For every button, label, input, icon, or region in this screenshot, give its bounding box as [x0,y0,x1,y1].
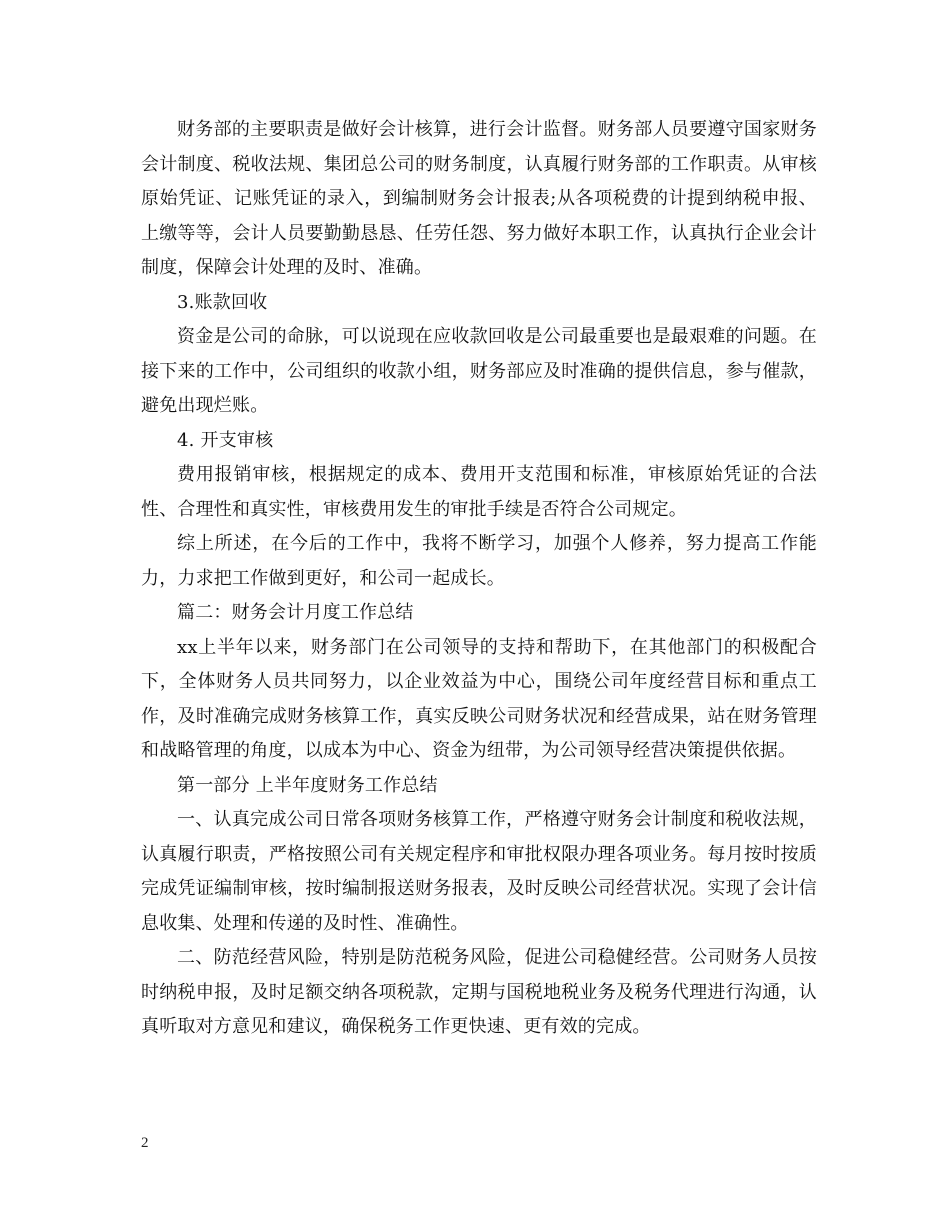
paragraph-half-year-intro: xx上半年以来，财务部门在公司领导的支持和帮助下，在其他部门的积极配合下，全体财务人员共同努力，以企业效益为中心，围绕公司年度经营目标和重点工作，及时准确完成财务核算工作，真实反映公司财务状况和经营成果，站在财务管理和战略管理的角度，以成本为中心、资金为纽带，为公司领导经营决策提供依据。 [141,636,817,761]
paragraph-accounting-duties: 财务部的主要职责是做好会计核算，进行会计监督。财务部人员要遵守国家财务会计制度、税收法规、集团总公司的财务制度，认真履行财务部的工作职责。从审核原始凭证、记账凭证的录入，到编制财务会计报表;从各项税费的计提到纳税申报、上缴等等，会计人员要勤勤恳恳、任劳任怨、努力做好本职工作，认真执行企业会计制度，保障会计处理的及时、准确。 [141,119,817,278]
heading-receivables: 3.账款回收 [177,291,268,313]
heading-expense-audit: 4. 开支审核 [177,429,274,451]
paragraph-expense-audit: 费用报销审核，根据规定的成本、费用开支范围和标准，审核原始凭证的合法性、合理性和真实性，审核费用发生的审批手续是否符合公司规定。 [141,464,817,520]
paragraph-summary: 综上所述，在今后的工作中，我将不断学习，加强个人修养，努力提高工作能力，力求把工作做到更好，和公司一起成长。 [141,533,817,589]
heading-section-one: 第一部分 上半年度财务工作总结 [177,774,438,796]
page-number: 2 [141,1135,149,1151]
document-body [141,113,817,1045]
paragraph-item-two: 二、防范经营风险，特别是防范税务风险，促进公司稳健经营。公司财务人员按时纳税申报，及时足额交纳各项税款，定期与国税地税业务及税务代理进行沟通，认真听取对方意见和建议，确保税务工作更快速、更有效的完成。 [141,947,817,1037]
paragraph-item-one: 一、认真完成公司日常各项财务核算工作，严格遵守财务会计制度和税收法规，认真履行职责，严格按照公司有关规定程序和审批权限办理各项业务。每月按时按质完成凭证编制审核，按时编制报送财务报表，及时反映公司经营状况。实现了会计信息收集、处理和传递的及时性、准确性。 [141,809,817,934]
heading-part-two: 篇二：财务会计月度工作总结 [177,602,414,623]
paragraph-receivables: 资金是公司的命脉，可以说现在应收款回收是公司最重要也是最艰难的问题。在接下来的工作中，公司组织的收款小组，财务部应及时准确的提供信息，参与催款，避免出现烂账。 [141,326,817,416]
